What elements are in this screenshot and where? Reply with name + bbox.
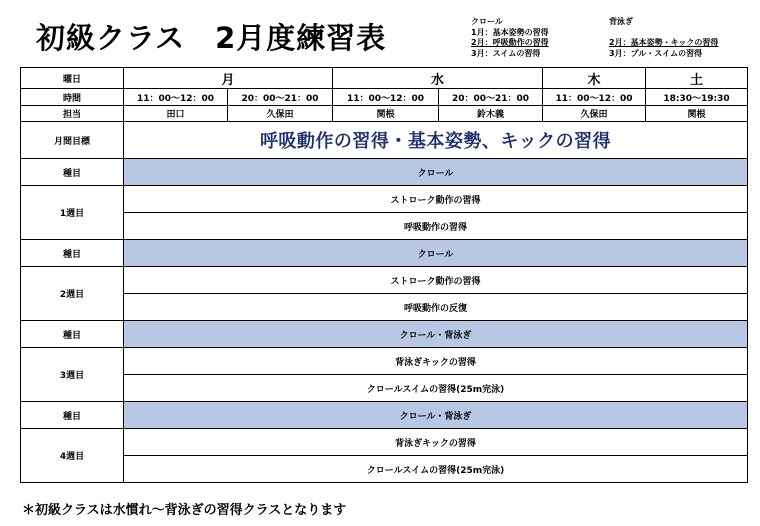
week-label: 4週目 xyxy=(21,429,124,483)
backstroke-notes xyxy=(609,17,718,59)
week-label: 2週目 xyxy=(21,267,124,321)
footer-note: ＊初級クラスは水慣れ～背泳ぎの習得クラスとなります xyxy=(22,503,347,518)
event-row xyxy=(21,159,748,186)
practice-item: ストローク動作の習得 xyxy=(124,186,748,213)
day-monday: 月 xyxy=(124,68,333,89)
time-label: 時間 xyxy=(21,89,124,106)
staff-cell: 田口 xyxy=(124,106,228,122)
backstroke-note-feb: 2月：基本姿勢・キックの習得 xyxy=(609,38,719,47)
time-cell: 20：00～21：00 xyxy=(228,89,333,106)
week-row xyxy=(21,213,748,240)
staff-cell: 関根 xyxy=(333,106,439,122)
practice-item: クロールスイムの習得(25m完泳) xyxy=(124,375,748,402)
practice-schedule-table xyxy=(20,67,748,483)
backstroke-notes-heading: 背泳ぎ xyxy=(609,17,633,26)
practice-item: 背泳ぎキックの習得 xyxy=(124,429,748,456)
event-row xyxy=(21,321,748,348)
staff-cell: 久保田 xyxy=(543,106,646,122)
week-row xyxy=(21,267,748,294)
day-thursday: 木 xyxy=(543,68,646,89)
time-cell: 11：00～12：00 xyxy=(543,89,646,106)
week-label: 3週目 xyxy=(21,348,124,402)
week-row xyxy=(21,348,748,375)
week-row xyxy=(21,294,748,321)
day-wednesday: 水 xyxy=(333,68,543,89)
time-cell: 11：00～12：00 xyxy=(333,89,439,106)
crawl-notes xyxy=(471,17,549,59)
practice-item: 背泳ぎキックの習得 xyxy=(124,348,748,375)
monthly-goal: 呼吸動作の習得・基本姿勢、キックの習得 xyxy=(124,122,748,159)
day-saturday: 土 xyxy=(646,68,748,89)
event-value: クロール・背泳ぎ xyxy=(124,321,748,348)
staff-cell: 鈴木義 xyxy=(439,106,543,122)
week-row xyxy=(21,456,748,483)
day-row xyxy=(21,68,748,89)
staff-label: 担当 xyxy=(21,106,124,122)
event-label: 種目 xyxy=(21,402,124,429)
event-label: 種目 xyxy=(21,240,124,267)
crawl-note-mar: 3月：スイムの習得 xyxy=(471,48,541,58)
time-cell: 18:30～19:30 xyxy=(646,89,748,106)
practice-item: クロールスイムの習得(25m完泳) xyxy=(124,456,748,483)
goal-label: 月間目標 xyxy=(21,122,124,159)
staff-cell: 関根 xyxy=(646,106,748,122)
day-label: 曜日 xyxy=(21,68,124,89)
event-row xyxy=(21,402,748,429)
goal-row xyxy=(21,122,748,159)
staff-cell: 久保田 xyxy=(228,106,333,122)
crawl-note-jan: 1月：基本姿勢の習得 xyxy=(471,27,549,37)
practice-item: 呼吸動作の習得 xyxy=(124,213,748,240)
event-label: 種目 xyxy=(21,159,124,186)
week-label: 1週目 xyxy=(21,186,124,240)
week-row xyxy=(21,429,748,456)
crawl-notes-heading: クロール xyxy=(471,17,503,26)
event-label: 種目 xyxy=(21,321,124,348)
week-row xyxy=(21,375,748,402)
week-row xyxy=(21,186,748,213)
practice-item: 呼吸動作の反復 xyxy=(124,294,748,321)
staff-row xyxy=(21,106,748,122)
crawl-note-feb: 2月：呼吸動作の習得 xyxy=(471,38,549,47)
event-value: クロール・背泳ぎ xyxy=(124,402,748,429)
backstroke-note-mar: 3月：プル・スイムの習得 xyxy=(609,48,703,58)
event-value: クロール xyxy=(124,159,748,186)
event-row xyxy=(21,240,748,267)
time-cell: 20：00～21：00 xyxy=(439,89,543,106)
event-value: クロール xyxy=(124,240,748,267)
time-cell: 11：00～12：00 xyxy=(124,89,228,106)
page-title: 初級クラス 2月度練習表 xyxy=(36,21,387,55)
time-row xyxy=(21,89,748,106)
practice-item: ストローク動作の習得 xyxy=(124,267,748,294)
